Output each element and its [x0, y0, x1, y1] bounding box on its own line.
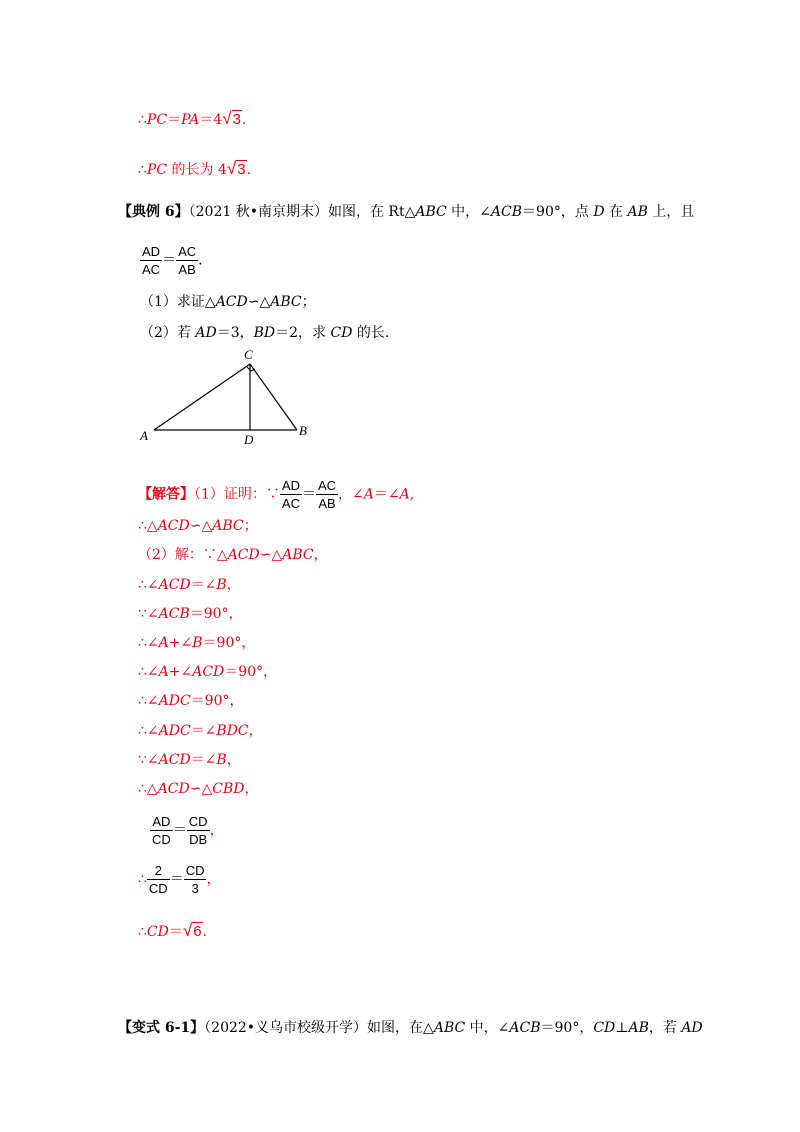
example-6-heading: 【典例 6】（2021 秋•南京期末）如图，在 Rt△ABC 中，∠ACB＝90°，点 D 在 AB 上，且: [118, 204, 695, 220]
fraction: $\frac{AD}{CD}$: [152, 814, 171, 847]
question-2: （2）若 AD＝3，BD＝2，求 CD 的长.: [140, 325, 390, 341]
fraction: $\frac{AC}{AB}$: [317, 478, 337, 511]
solution-step-7: ∴∠ADC＝90°，: [138, 693, 244, 709]
fraction: $\frac{AD}{AC}$: [281, 478, 300, 511]
solution-line-pc-length: ∴PC 的长为 4√3.: [138, 159, 252, 178]
solution-step-5: ∴∠A+∠B＝90°，: [138, 635, 256, 651]
solution-step-3: ∴∠ACD＝∠B，: [138, 577, 241, 593]
fraction: $\frac{2}{CD}$: [148, 863, 168, 896]
solution-step-8: ∴∠ADC＝∠BDC，: [138, 723, 263, 739]
given-ratio: $\frac{AD}{AC}$ ＝ $\frac{AC}{AB}$ .: [142, 244, 203, 277]
segment-bc: [250, 364, 297, 430]
question-1: （1）求证△ACD∽△ABC；: [140, 294, 316, 310]
solution-step-11: $\frac{AD}{CD}$ ＝ $\frac{CD}{DB}$ ，: [152, 814, 224, 847]
fraction: $\frac{CD}{3}$: [185, 863, 205, 896]
sqrt-symbol: √3: [222, 109, 241, 128]
triangle-figure: [130, 343, 330, 448]
label-c: C: [244, 347, 253, 362]
label-d: D: [244, 432, 254, 447]
label-b: B: [299, 423, 307, 438]
solution-heading: 【解答】（1）证明：∵ $\frac{AD}{AC}$ ＝ $\frac{AC}{AB}$ ，∠A＝∠A,: [138, 478, 415, 511]
sqrt-symbol: √6: [182, 921, 202, 940]
solution-step-4: ∵∠ACB＝90°，: [138, 606, 243, 622]
fraction: $\frac{AC}{AB}$: [178, 244, 197, 277]
label-a: A: [140, 428, 148, 443]
fraction: $\frac{AD}{AC}$: [142, 244, 161, 277]
solution-step-13: ∴CD＝√6.: [138, 921, 207, 940]
fraction: $\frac{CD}{DB}$: [188, 814, 208, 847]
segment-ac: [154, 364, 250, 430]
solution-step-1: ∴△ACD∽△ABC；: [138, 518, 258, 534]
solution-step-2: （2）解：∵△ACD∽△ABC，: [138, 547, 328, 563]
solution-step-10: ∴△ACD∽△CBD，: [138, 781, 259, 797]
sqrt-symbol: √3: [226, 159, 246, 178]
solution-step-9: ∵∠ACD＝∠B，: [138, 752, 241, 768]
solution-line-pc-pa: ∴PC＝PA＝4√3.: [138, 109, 247, 128]
variant-6-1-heading: 【变式 6-1】（2022•义乌市校级开学）如图，在△ABC 中，∠ACB＝90°，CD⊥AB，若 AD: [118, 1020, 703, 1036]
solution-step-12: ∴ $\frac{2}{CD}$ ＝ $\frac{CD}{3}$ ，: [138, 863, 221, 896]
solution-step-6: ∴∠A+∠ACD＝90°，: [138, 664, 278, 680]
